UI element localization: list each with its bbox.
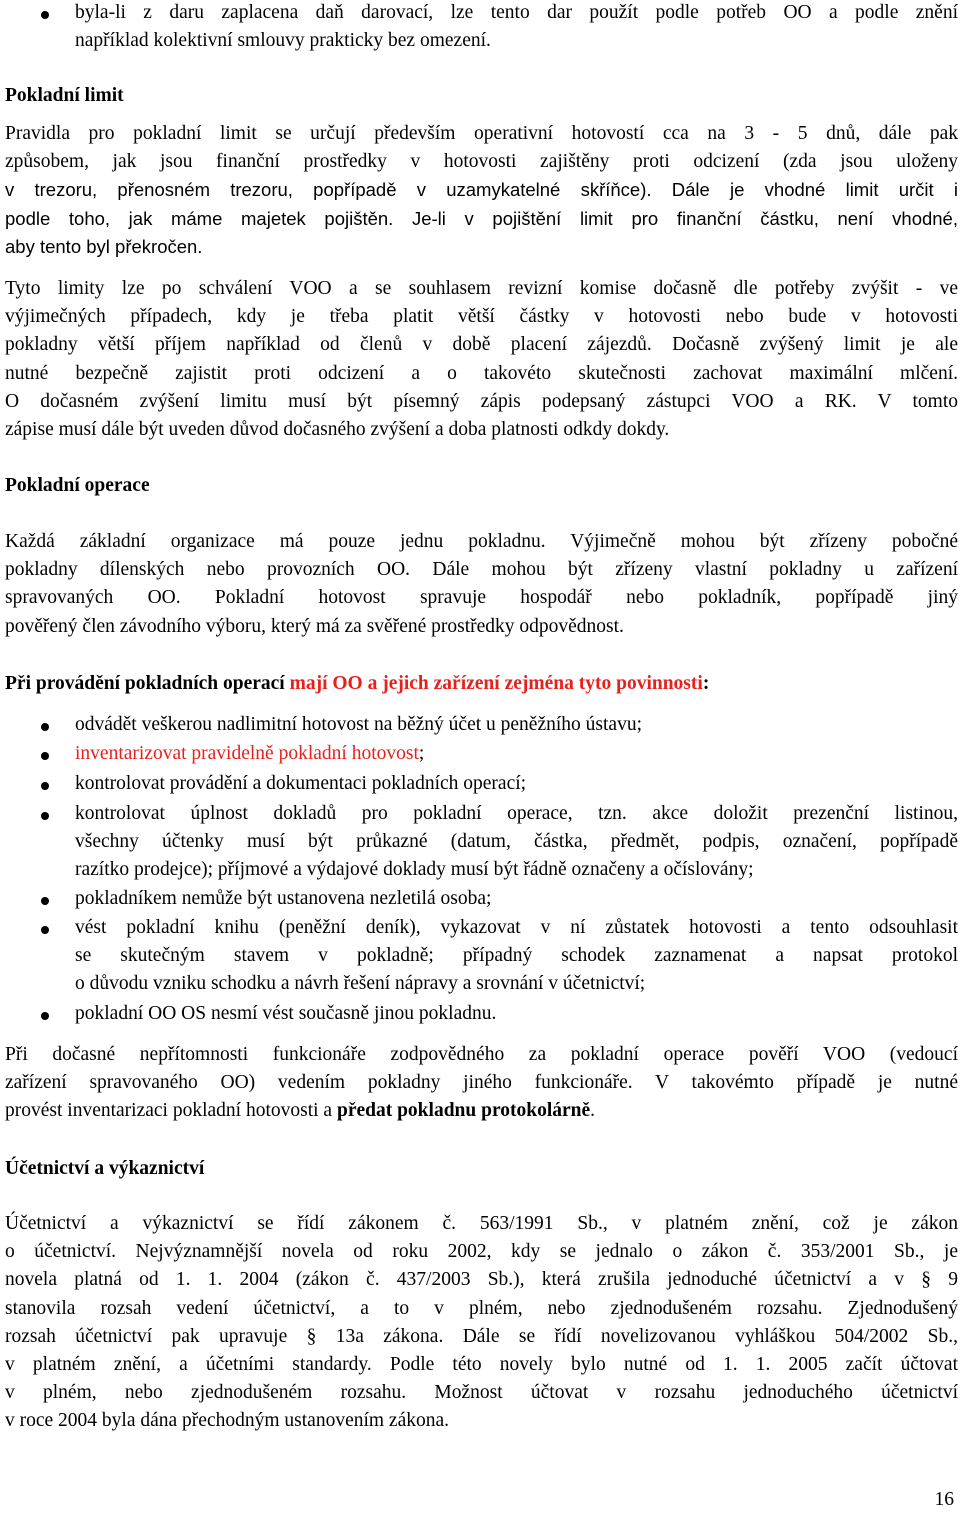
text-line: zařízení spravovaného OO) vedením pokladny jiného funkcionáře. V takovémto případě je nutné: [5, 1072, 958, 1094]
text-line: aby tento byl překročen.: [5, 235, 203, 257]
list-item-text: pokladní OO OS nesmí vést současně jinou pokladnu.: [75, 1003, 497, 1024]
list-item-text: [75, 0, 958, 55]
text-line: zápise musí dále být uveden důvod dočasného zvýšení a doba platnosti odkdy dokdy.: [5, 419, 670, 441]
text-line: například kolektivní smlouvy prakticky bez omezení.: [75, 30, 491, 52]
text-line: o důvodu vzniku schodku a návrh řešení nápravy a srovnání v účetnictví;: [75, 973, 646, 995]
text-line: v plném, nebo zjednodušeném rozsahu. Možnost účtovat v rozsahu jednoduchého účetnictví: [5, 1382, 958, 1404]
text-line: se skutečným stavem v pokladně; případný schodek zaznamenat a napsat protokol: [75, 945, 958, 967]
heading-colon: :: [702, 673, 710, 694]
punctuation: ;: [418, 743, 425, 764]
list-item: [5, 914, 958, 999]
bullet-icon: [41, 752, 49, 760]
text-line: v roce 2004 byla dána přechodným ustanovením zákona.: [5, 1410, 450, 1432]
text-line: v platném znění, a účetními standardy. Podle této novely bylo nutné od 1. 1. 2005 začít účtovat: [5, 1354, 958, 1376]
heading-text: Při provádění pokladních operací: [5, 673, 285, 694]
section-heading-povinnosti: [5, 670, 958, 698]
section-heading-pokladni-operace: Pokladní operace: [5, 475, 150, 496]
text-line: nutné bezpečně zajistit proti odcizení a o takovéto skutečnosti zachovat maximální mlčení.: [5, 362, 958, 384]
list-item: [5, 1000, 958, 1028]
list-item-text: [75, 800, 958, 885]
heading-emphasis-red: mají OO a jejich zařízení zejména tyto povinnosti: [289, 673, 703, 694]
text-line: podle toho, jak máme majetek pojištěn. Je-li v pojištění limit pro finanční částku, není vhodné,: [5, 207, 958, 229]
bullet-icon: [41, 926, 49, 934]
text-line: o účetnictví. Nejvýznamnější novela od roku 2002, kdy se jednalo o zákon č. 353/2001 Sb., je: [5, 1241, 958, 1263]
page-number: 16: [934, 1489, 954, 1510]
emphasis-red: inventarizovat pravidelně pokladní hotovost: [75, 743, 419, 764]
paragraph-nepritomnost: [5, 1041, 958, 1126]
text-line: O dočasném zvýšení limitu musí být písemný zápis podepsaný zástupci VOO a RK. V tomto: [5, 390, 958, 412]
text-line: stanovila rozsah vedení účetnictví, a to v plném, nebo zjednodušeném rozsahu. Zjednodušený: [5, 1297, 958, 1319]
text-line: v trezoru, přenosném trezoru, popřípadě v uzamykatelné skříňce). Dále je vhodné limit určit i: [5, 179, 958, 201]
text-line: Tyto limity lze po schválení VOO a se souhlasem revizní komise dočasně dle potřeby zvýšit - ve: [5, 278, 958, 299]
paragraph-ucetnictvi: [5, 1210, 958, 1436]
text-line: Účetnictví a výkaznictví se řídí zákonem č. 563/1991 Sb., v platném znění, což je zákon: [5, 1213, 958, 1234]
list-item: [5, 800, 958, 885]
text-run: provést inventarizaci pokladní hotovosti a: [5, 1100, 333, 1122]
bullet-icon: [41, 897, 49, 905]
list-item: [5, 885, 958, 913]
list-item: [5, 740, 958, 768]
text-line: pověřený člen závodního výboru, který má za svěřené prostředky odpovědnost.: [5, 615, 624, 637]
section-heading-pokladni-limit: Pokladní limit: [5, 85, 124, 106]
bullet-icon: [41, 782, 49, 790]
text-line: pokladny dílenských nebo provozních OO. Dále mohou být zřízeny vlastní pokladny u zařízení: [5, 559, 958, 581]
text-line: vést pokladní knihu (peněžní deník), vykazovat v ní zůstatek hotovosti a tento odsouhlasit: [75, 917, 958, 938]
text-line: výjimečných případech, kdy je třeba platit větší částky v hotovosti nebo bude v hotovosti: [5, 306, 958, 328]
text-run: .: [590, 1100, 596, 1122]
bullet-icon: [41, 1012, 49, 1020]
text-line: [5, 1097, 958, 1125]
paragraph-pokladni-limit-2: [5, 275, 958, 444]
text-line: způsobem, jak jsou finanční prostředky v hotovosti zajištěny proti odcizení (zda jsou uloženy: [5, 151, 958, 173]
text-line: razítko prodejce); příjmové a výdajové doklady musí být řádně označeny a očíslovány;: [75, 859, 754, 881]
text-line: rozsah účetnictví pak upravuje § 13a zákona. Dále se řídí novelizovanou vyhláškou 504/2002 Sb.,: [5, 1325, 958, 1347]
list-item: [5, 0, 958, 55]
section-heading-ucetnictvi: Účetnictví a výkaznictví: [5, 1158, 205, 1179]
bullet-icon: [41, 723, 49, 731]
list-item: [5, 770, 958, 798]
text-line: Pravidla pro pokladní limit se určují především operativní hotovostí cca na 3 - 5 dnů, dále pak: [5, 123, 958, 144]
text-line: kontrolovat úplnost dokladů pro pokladní operace, tzn. akce doložit prezenční listinou,: [75, 803, 958, 824]
bullet-icon: [41, 812, 49, 820]
list-item-text: kontrolovat provádění a dokumentaci pokladních operací;: [75, 773, 527, 794]
list-item-text: [75, 740, 958, 768]
text-line: všechny účtenky musí být průkazné (datum, částka, předmět, podpis, označení, popřípadě: [75, 831, 958, 853]
text-run-bold: předat pokladnu protokolárně: [336, 1100, 591, 1122]
list-item: [5, 711, 958, 739]
text-line: spravovaných OO. Pokladní hotovost spravuje hospodář nebo pokladník, popřípadě jiný: [5, 587, 958, 609]
paragraph-pokladni-limit-1: [5, 120, 958, 261]
text-line: pokladny větší příjem například od členů v době placení zájezdů. Dočasně zvýšený limit je ale: [5, 334, 958, 356]
text-line: Při dočasné nepřítomnosti funkcionáře zodpovědného za pokladní operace pověří VOO (vedoucí: [5, 1044, 958, 1065]
bullet-icon: [41, 11, 49, 19]
list-item-text: odvádět veškerou nadlimitní hotovost na běžný účet u peněžního ústavu;: [75, 714, 642, 735]
text-line: novela platná od 1. 1. 2004 (zákon č. 437/2003 Sb.), která zrušila jednoduché účetnictví a v § 9: [5, 1269, 958, 1291]
list-item-text: [75, 914, 958, 999]
paragraph-pokladni-operace: [5, 528, 958, 641]
text-line: byla-li z daru zaplacena daň darovací, lze tento dar použít podle potřeb OO a podle znění: [75, 2, 958, 23]
list-item-text: pokladníkem nemůže být ustanovena nezletilá osoba;: [75, 888, 492, 909]
text-line: Každá základní organizace má pouze jednu pokladnu. Výjimečně mohou být zřízeny pobočné: [5, 531, 958, 552]
